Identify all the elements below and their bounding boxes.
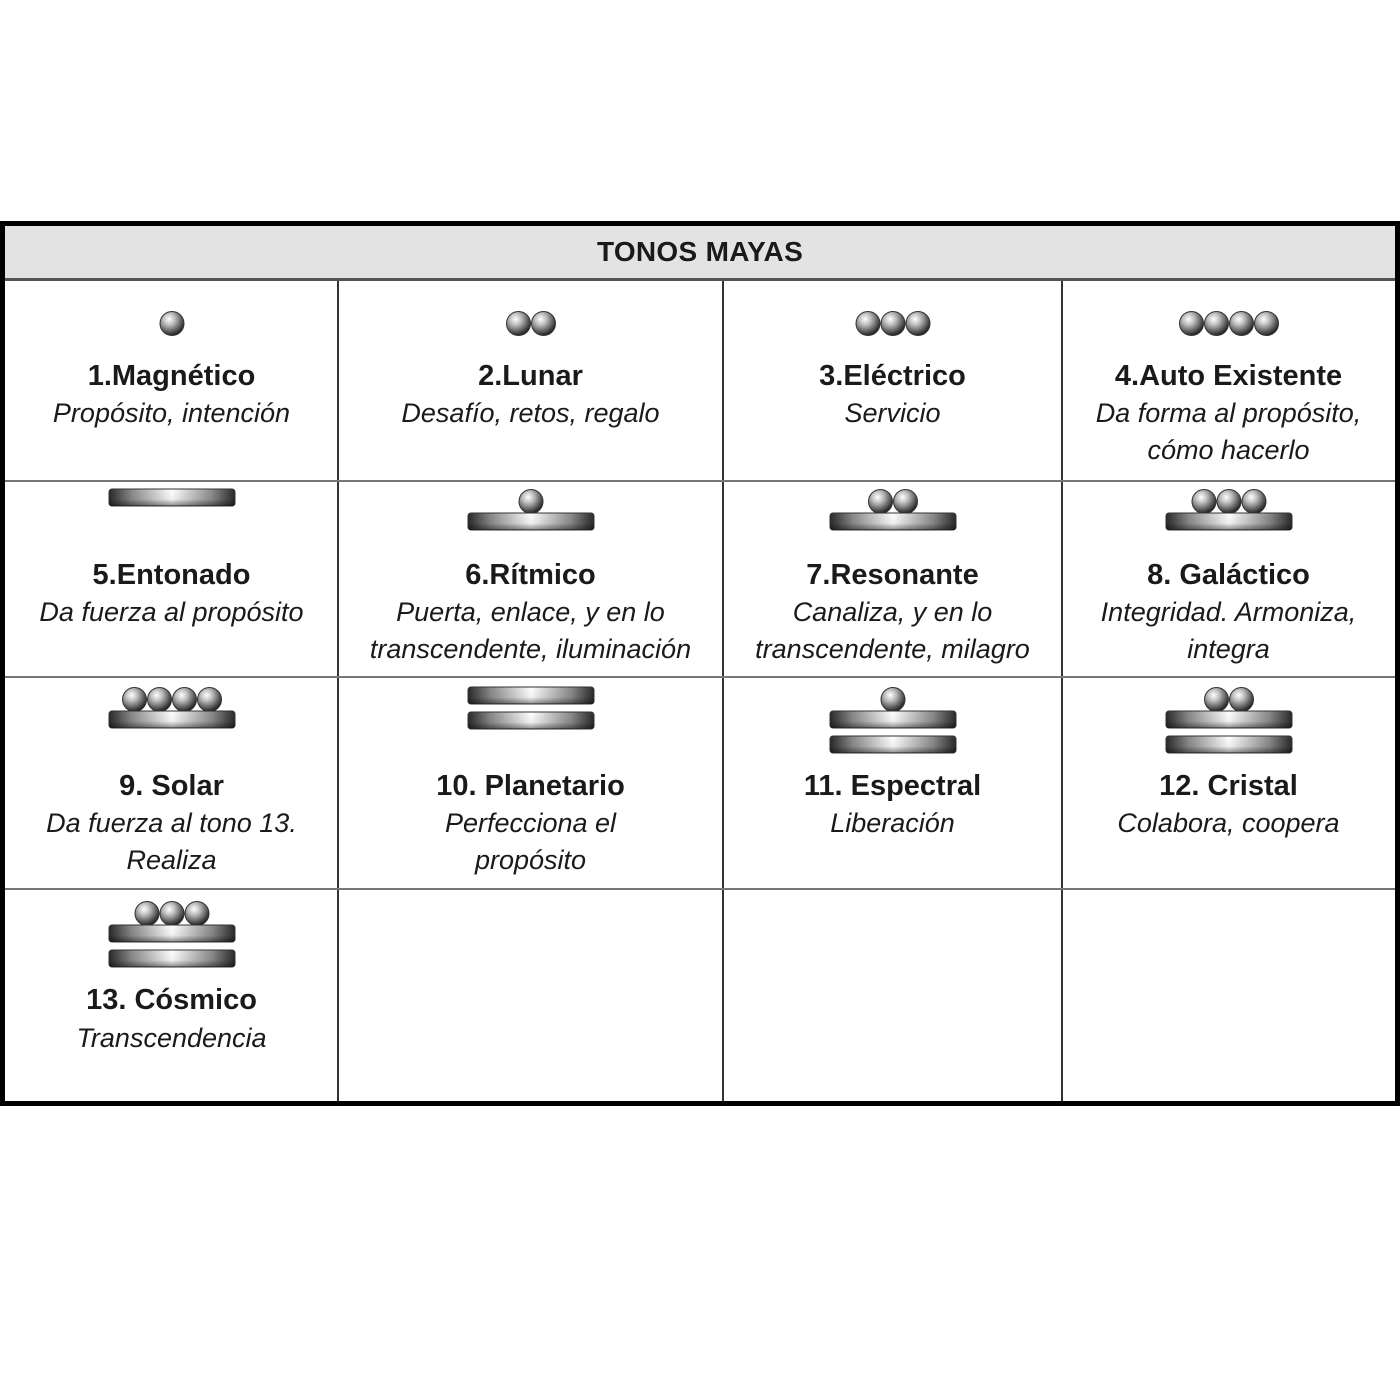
bar-shade [468, 513, 594, 530]
tone-glyph-icon [109, 489, 235, 506]
tone-name: 7.Resonante [806, 559, 979, 591]
bar-shade [1166, 711, 1292, 728]
tone-description: Realiza [126, 845, 217, 875]
tone-description: Propósito, intención [52, 398, 291, 428]
tone-description: Da fuerza al propósito [39, 597, 304, 627]
tone-cell [5, 281, 338, 481]
tone-glyph [1062, 687, 1395, 753]
tone-cell [5, 677, 338, 877]
table-title: TONOS MAYAS [5, 226, 1395, 281]
tone-name: 8. Galáctico [1147, 559, 1310, 591]
tone-description: transcendente, iluminación [369, 634, 692, 664]
tone-glyph-icon [468, 311, 594, 336]
bar-shade [109, 925, 235, 942]
tone-cell [338, 677, 723, 877]
bar-shade [109, 711, 235, 728]
tone-description: Colabora, coopera [1117, 808, 1340, 838]
tone-glyph [5, 901, 338, 967]
dot-mark [1242, 490, 1266, 514]
tone-glyph-icon [1166, 687, 1292, 753]
tone-description: Integridad. Armoniza, [1100, 597, 1357, 627]
tone-glyph [723, 687, 1062, 753]
dot-mark [185, 902, 209, 926]
tone-description: Da fuerza al tono 13. [46, 808, 297, 838]
dot-mark [122, 688, 146, 712]
bar-shade [830, 736, 956, 753]
tone-description: propósito [474, 845, 587, 875]
bar-shade [109, 489, 235, 506]
tone-name: 5.Entonado [92, 559, 251, 591]
bar-shade [830, 513, 956, 530]
tone-glyph [1062, 489, 1395, 530]
dot-mark [172, 688, 196, 712]
tone-description: transcendente, milagro [755, 634, 1030, 664]
bar-shade [109, 950, 235, 967]
tone-glyph-icon [468, 687, 594, 729]
dot-mark [906, 312, 930, 336]
bar-shade [1166, 736, 1292, 753]
dot-mark [868, 490, 892, 514]
tone-name: 13. Cósmico [86, 984, 257, 1016]
tone-glyph [723, 489, 1062, 530]
tone-name: 3.Eléctrico [819, 360, 966, 392]
tone-description: Da forma al propósito, [1095, 398, 1362, 428]
tone-cell [723, 481, 1062, 681]
tone-glyph-icon [830, 489, 956, 530]
tone-cell [723, 281, 1062, 481]
tone-cell [723, 677, 1062, 877]
tone-glyph-icon [830, 687, 956, 753]
dot-mark [1204, 312, 1228, 336]
dot-mark [160, 902, 184, 926]
tone-cell [5, 889, 338, 1089]
dot-mark [135, 902, 159, 926]
tone-glyph [1062, 311, 1395, 336]
tone-description: Perfecciona el [444, 808, 617, 838]
tone-glyph-icon [109, 311, 235, 336]
dot-mark [147, 688, 171, 712]
bar-shade [1166, 513, 1292, 530]
tone-glyph [723, 311, 1062, 336]
tone-glyph [338, 311, 723, 336]
dot-mark [1192, 490, 1216, 514]
tone-cell [1062, 481, 1395, 681]
bar-shade [468, 687, 594, 704]
dot-mark [531, 312, 555, 336]
tone-description: Canaliza, y en lo [792, 597, 993, 627]
dot-mark [1179, 312, 1203, 336]
tone-cell [5, 481, 338, 681]
tone-description: Servicio [844, 398, 941, 428]
tone-cell [1062, 677, 1395, 877]
dot-mark [1229, 312, 1253, 336]
tone-glyph-icon [1166, 489, 1292, 530]
tone-cell [338, 481, 723, 681]
dot-mark [519, 490, 543, 514]
tone-description: Desafío, retos, regalo [401, 398, 660, 428]
tone-name: 1.Magnético [87, 360, 256, 392]
tone-name: 4.Auto Existente [1114, 360, 1343, 392]
dot-mark [1204, 688, 1228, 712]
tone-name: 12. Cristal [1159, 770, 1298, 802]
tone-name: 2.Lunar [478, 360, 583, 392]
tone-glyph-icon [109, 687, 235, 728]
tone-glyph-icon [468, 489, 594, 530]
dot-mark [160, 312, 184, 336]
tone-name: 9. Solar [119, 770, 224, 802]
tone-description: Transcendencia [76, 1023, 267, 1053]
dot-mark [1217, 490, 1241, 514]
tone-name: 11. Espectral [803, 770, 982, 802]
tone-cell [1062, 281, 1395, 481]
dot-mark [1254, 312, 1278, 336]
tone-glyph [5, 311, 338, 336]
tone-glyph [5, 489, 338, 506]
tone-description: cómo hacerlo [1147, 435, 1310, 465]
dot-mark [197, 688, 221, 712]
tone-description: Liberación [830, 808, 955, 838]
dot-mark [1229, 688, 1253, 712]
dot-mark [881, 688, 905, 712]
tone-glyph-icon [1166, 311, 1292, 336]
dot-mark [506, 312, 530, 336]
tone-name: 10. Planetario [436, 770, 625, 802]
tone-glyph-icon [830, 311, 956, 336]
tone-description: Puerta, enlace, y en lo [396, 597, 665, 627]
bar-shade [830, 711, 956, 728]
tone-glyph [5, 687, 338, 728]
tone-glyph-icon [109, 901, 235, 967]
bar-shade [468, 712, 594, 729]
tone-glyph [338, 489, 723, 530]
tone-description: integra [1187, 634, 1270, 664]
tone-name: 6.Rítmico [465, 559, 596, 591]
tones-table [0, 221, 1400, 1106]
dot-mark [881, 312, 905, 336]
tone-cell [338, 281, 723, 481]
dot-mark [893, 490, 917, 514]
tone-glyph [338, 687, 723, 729]
dot-mark [856, 312, 880, 336]
